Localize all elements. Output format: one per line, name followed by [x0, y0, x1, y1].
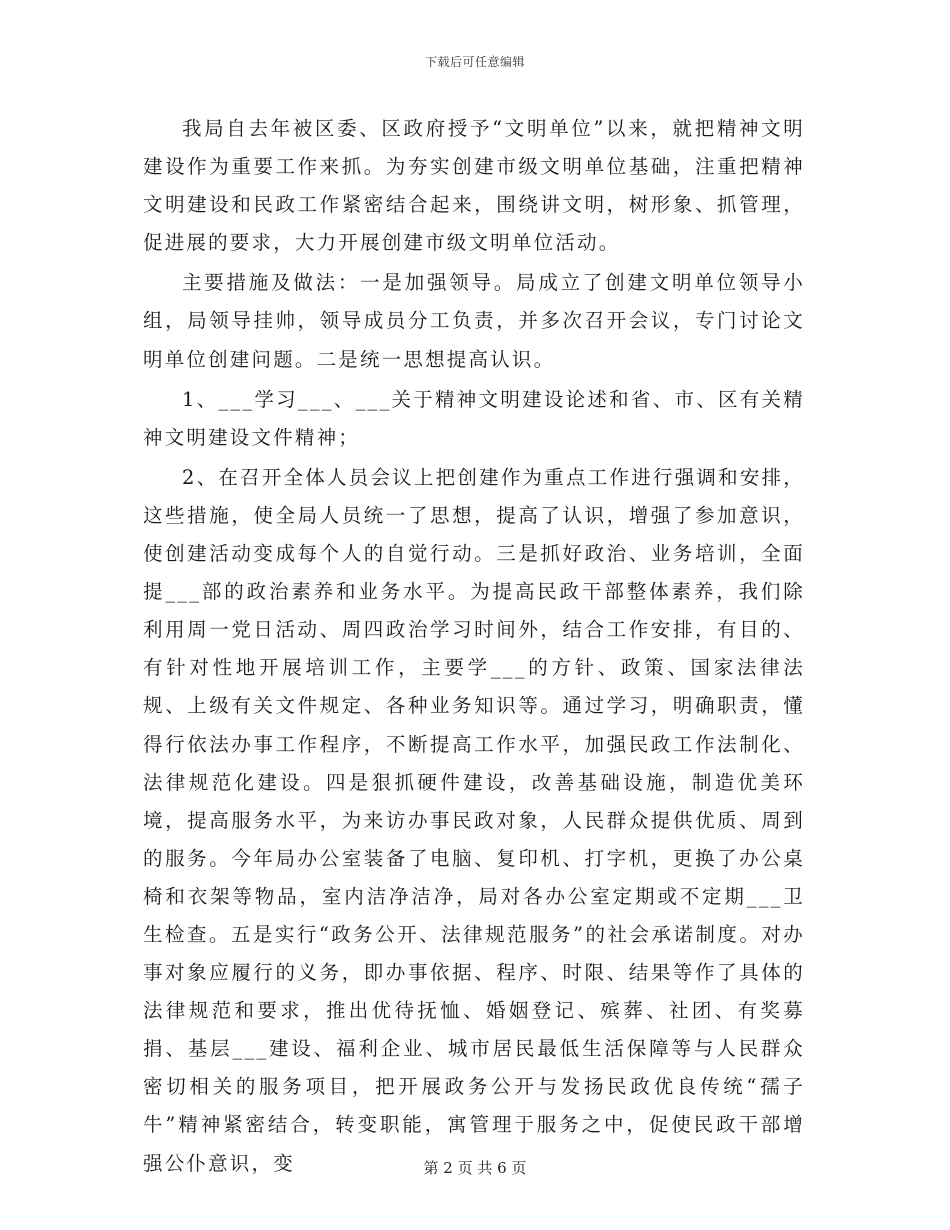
paragraph-item-1: 1、___学习___、___关于精神文明建设论述和省、市、区有关精神文明建设文件精神；: [143, 387, 805, 449]
page-header-note: 下载后可任意编辑: [424, 55, 525, 69]
document-body: [143, 110, 805, 1183]
paragraph-intro: 我局自去年被区委、区政府授予“文明单位”以来，就把精神文明建设作为重要工作来抓。为夯实创建市级文明单位基础，注重把精神文明建设和民政工作紧密结合起来，围绕讲文明，树形象、抓管理，促进展的要求，大力开展创建市级文明单位活动。: [143, 117, 805, 255]
paragraph-measures: 主要措施及做法：一是加强领导。局成立了创建文明单位领导小组，局领导挂帅，领导成员分工负责，并多次召开会议，专门讨论文明单位创建问题。二是统一思想提高认识。: [143, 271, 805, 371]
page-number: 第 2 页 共 6 页: [423, 1159, 527, 1177]
paragraph-item-2: 2、在召开全体人员会议上把创建作为重点工作进行强调和安排，这些措施，使全局人员统一了思想，提高了认识，增强了参加意识，使创建活动变成每个人的自觉行动。三是抓好政治、业务培训，全面提___部的政治素养和业务水平。为提高民政干部整体素养，我们除利用周一党日活动、周四政治学习时间外，结合工作安排，有目的、有针对性地开展培训工作，主要学___的方针、政策、国家法律法规、上级有关文件规定、各种业务知识等。通过学习，明确职责，懂得行依法办事工作程序，不断提高工作水平，加强民政工作法制化、法律规范化建设。四是狠抓硬件建设，改善基础设施，制造优美环境，提高服务水平，为来访办事民政对象，人民群众提供优质、周到的服务。今年局办公室装备了电脑、复印机、打字机，更换了办公桌椅和衣架等物品，室内洁净洁净，局对各办公室定期或不定期___卫生检查。五是实行“政务公开、法律规范服务”的社会承诺制度。对办事对象应履行的义务，即办事依据、程序、时限、结果等作了具体的法律规范和要求，推出优待抚恤、婚姻登记、殡葬、社团、有奖募捐、基层___建设、福利企业、城市居民最低生活保障等与人民群众密切相关的服务项目，把开展政务公开与发扬民政优良传统“孺子牛”精神紧密结合，转变职能，寓管理于服务之中，促使民政干部增强公仆意识，变: [143, 465, 805, 1175]
